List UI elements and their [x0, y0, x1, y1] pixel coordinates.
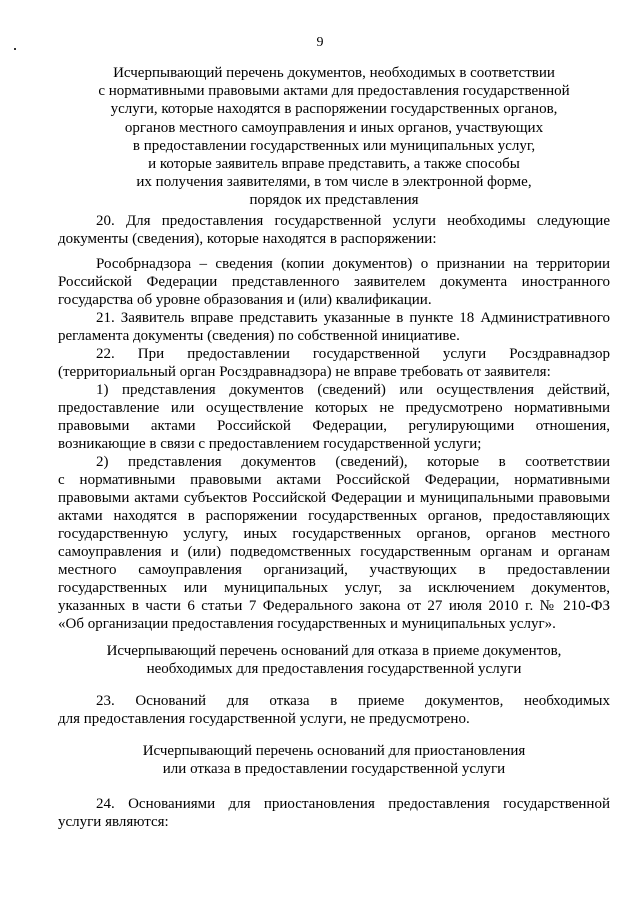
section-heading-documents: [60, 64, 608, 210]
paragraph-rosobrnadzor-line: Рособрнадзора – сведения (копии документов) о признании на территории: [96, 256, 610, 272]
heading-line: и которые заявитель вправе представить, а также способы: [148, 156, 520, 173]
section-heading-suspension: [60, 742, 608, 778]
list-item-2-line: местного самоуправления организаций, участвующих в предоставлении: [58, 562, 610, 578]
list-item-2-line: правовыми актами субъектов Российской Федерации и муниципальными правовыми: [58, 490, 610, 506]
list-item-1-line: правовыми актами Российской Федерации, регулирующими отношения,: [58, 418, 610, 434]
paragraph-22-line: (территориальный орган Росздравнадзора) не вправе требовать от заявителя:: [58, 364, 551, 380]
heading-line: Исчерпывающий перечень оснований для приостановления: [142, 743, 526, 759]
list-item-2-line: «Об организации предоставления государственных и муниципальных услуг».: [58, 616, 556, 632]
list-item-2-line: актами находятся в распоряжении государственных органов, предоставляющих: [58, 508, 610, 524]
paragraph-22-line: 22. При предоставлении государственной услуги Росздравнадзор: [96, 346, 610, 362]
paragraph-rosobrnadzor-line: Российской Федерации представленного заявителем документа иностранного: [58, 274, 610, 290]
heading-line: с нормативными правовыми актами для предоставления государственной: [98, 83, 570, 100]
heading-line: или отказа в предоставлении государственной услуги: [162, 761, 506, 778]
heading-line: порядок их представления: [249, 192, 419, 209]
heading-line: Исчерпывающий перечень оснований для отказа в приеме документов,: [106, 643, 562, 659]
heading-line: необходимых для предоставления государственной услуги: [146, 661, 522, 678]
list-item-1-line: возникающие в связи с предоставлением государственной услуги;: [58, 436, 482, 452]
list-item-2-line: государственную услугу, иных государственных органов, органов местного: [58, 526, 610, 542]
list-item-1-line: 1) представления документов (сведений) или осуществления действий,: [96, 382, 610, 398]
paragraph-21-line: 21. Заявитель вправе представить указанные в пункте 18 Административного: [96, 310, 610, 326]
list-item-2-line: с нормативными правовыми актами Российской Федерации, нормативными: [58, 472, 610, 488]
heading-line: Исчерпывающий перечень документов, необходимых в соответствии: [113, 65, 555, 81]
heading-line: в предоставлении государственных или муниципальных услуг,: [132, 137, 536, 154]
paragraph-21-line: регламента документы (сведения) по собственной инициативе.: [58, 328, 460, 344]
list-item-2-line: самоуправления и (или) подведомственных государственным органам и органам: [58, 544, 610, 560]
paragraph-rosobrnadzor-line: государства об уровне образования и (или) квалификации.: [58, 292, 432, 308]
list-item-2-line: 2) представления документов (сведений), которые в соответствии: [96, 454, 610, 470]
list-item-2-line: указанных в части 6 статьи 7 Федерального закона от 27 июля 2010 г. № 210-ФЗ: [58, 598, 610, 614]
heading-line: их получения заявителями, в том числе в электронной форме,: [136, 174, 532, 191]
paragraph-20-line: 20. Для предоставления государственной услуги необходимы следующие: [96, 213, 610, 229]
paragraph-23-line: 23. Оснований для отказа в приеме документов, необходимых: [96, 693, 610, 709]
paragraph-23-line: для предоставления государственной услуги, не предусмотрено.: [58, 711, 470, 727]
heading-line: услуги, которые находятся в распоряжении государственных органов,: [110, 101, 558, 118]
list-item-1-line: предоставление или осуществление которых не предусмотрено нормативными: [58, 400, 610, 416]
list-item-2-line: государственных или муниципальных услуг, за исключением документов,: [58, 580, 610, 596]
paragraph-24-line: 24. Основаниями для приостановления предоставления государственной: [96, 796, 610, 812]
page-number: 9: [316, 35, 324, 50]
paragraph-24-line: услуги являются:: [58, 814, 169, 830]
paragraph-20-line: документы (сведения), которые находятся в распоряжении:: [58, 231, 437, 247]
section-heading-refusal-acceptance: [60, 642, 608, 678]
heading-line: органов местного самоуправления и иных органов, участвующих: [124, 119, 544, 136]
